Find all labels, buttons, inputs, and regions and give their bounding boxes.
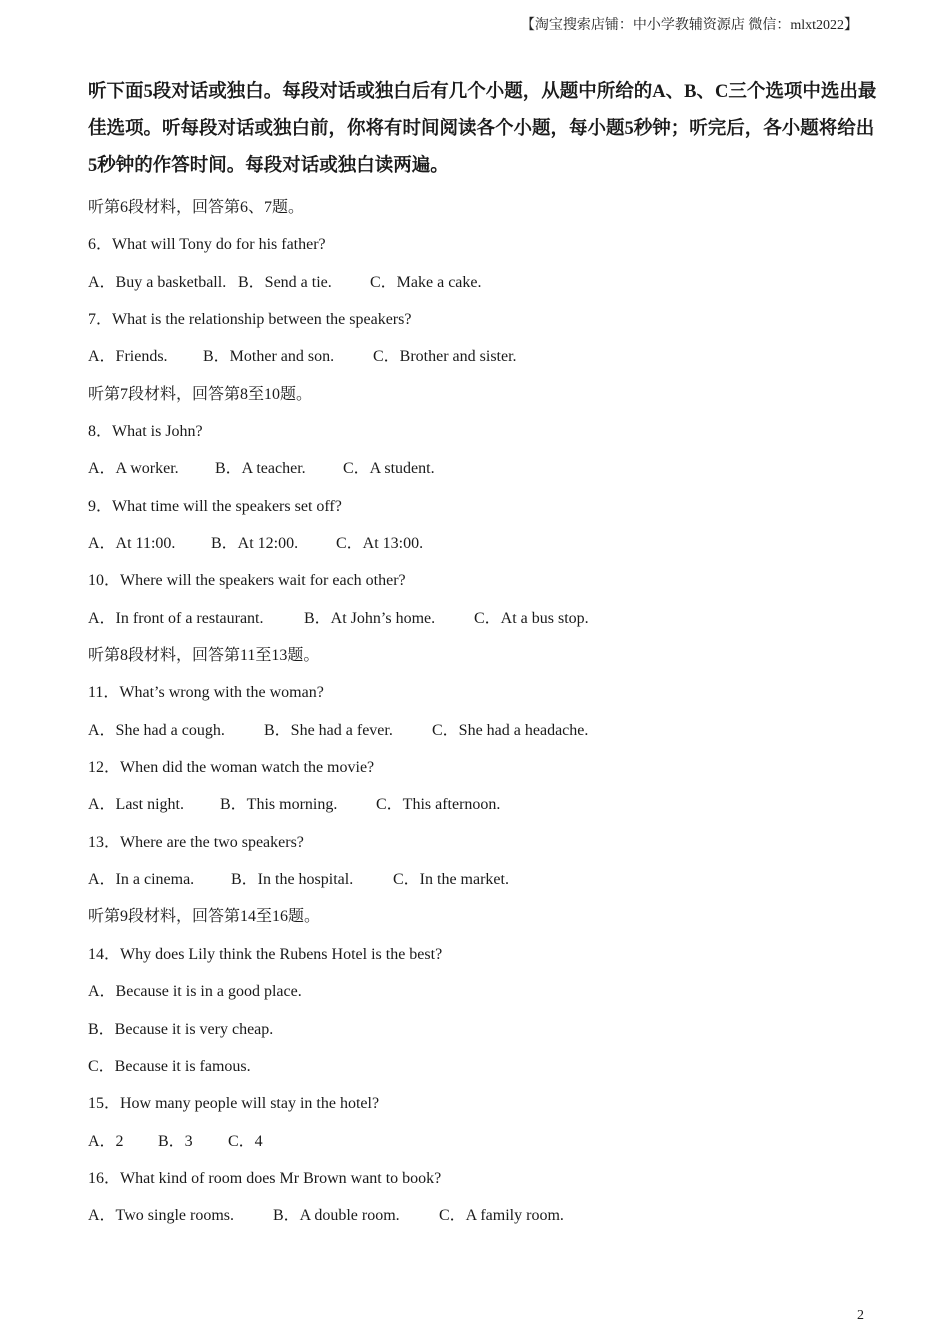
option-c: C．At a bus stop. — [474, 610, 589, 627]
page-header: 【淘宝搜索店铺：中小学教辅资源店 微信：mlxt2022】 — [520, 18, 858, 33]
question-text: 6．What will Tony do for his father? — [88, 236, 326, 253]
options-row — [88, 343, 517, 366]
option-b: B．She had a fever. — [264, 722, 393, 739]
options-row — [88, 866, 509, 889]
options-row — [88, 605, 589, 628]
section-title: 听第9段材料，回答第14至16题。 — [88, 908, 321, 925]
option-b: B．Mother and son. — [203, 348, 335, 365]
option-c: C．This afternoon. — [376, 796, 501, 813]
question-text: 14．Why does Lily think the Rubens Hotel is the best? — [88, 946, 443, 963]
option-a: A．Buy a basketball. — [88, 274, 227, 291]
page-number: 2 — [857, 1308, 864, 1323]
option-c: C．At 13:00. — [336, 535, 424, 552]
options-row — [88, 530, 423, 553]
question-text: 8．What is John? — [88, 423, 203, 440]
option-a: A．Friends. — [88, 348, 168, 365]
option-c: C．Because it is famous. — [88, 1058, 251, 1075]
section-title: 听第8段材料，回答第11至13题。 — [88, 647, 320, 664]
options-row — [88, 791, 500, 814]
options-row — [88, 269, 482, 292]
option-a: A．In a cinema. — [88, 871, 195, 888]
option-a: A．At 11:00. — [88, 535, 176, 552]
option-c: C．4 — [228, 1133, 263, 1150]
option-b: B．This morning. — [220, 796, 338, 813]
question-text: 12．When did the woman watch the movie? — [88, 759, 375, 776]
question-text: 9．What time will the speakers set off? — [88, 498, 342, 515]
question-text: 16．What kind of room does Mr Brown want to book? — [88, 1170, 442, 1187]
section-title: 听第7段材料，回答第8至10题。 — [88, 386, 313, 403]
options-row — [88, 1128, 263, 1151]
option-b: B．A double room. — [273, 1207, 400, 1224]
question-text: 13．Where are the two speakers? — [88, 834, 304, 851]
option-a: A．2 — [88, 1133, 124, 1150]
option-a: A．She had a cough. — [88, 722, 225, 739]
option-b: B．3 — [158, 1133, 193, 1150]
option-a: A．A worker. — [88, 460, 179, 477]
option-b: B．A teacher. — [215, 460, 306, 477]
option-b: B．In the hospital. — [231, 871, 354, 888]
option-a: A．Because it is in a good place. — [88, 983, 302, 1000]
option-a: A．In front of a restaurant. — [88, 610, 264, 627]
option-c: C．A student. — [343, 460, 435, 477]
question-text: 7．What is the relationship between the speakers? — [88, 311, 412, 328]
question-text: 15．How many people will stay in the hotel? — [88, 1095, 380, 1112]
section-title: 听第6段材料，回答第6、7题。 — [88, 199, 305, 216]
options-row — [88, 1202, 564, 1225]
option-c: C．In the market. — [393, 871, 509, 888]
options-row — [88, 455, 435, 478]
question-text: 11．What’s wrong with the woman? — [88, 684, 324, 701]
option-c: C．She had a headache. — [432, 722, 589, 739]
option-c: C．Brother and sister. — [373, 348, 517, 365]
question-text: 10．Where will the speakers wait for each other? — [88, 572, 406, 589]
option-b: B．At 12:00. — [211, 535, 299, 552]
option-a: A．Two single rooms. — [88, 1207, 234, 1224]
option-c: C．A family room. — [439, 1207, 564, 1224]
option-b: B．At John’s home. — [304, 610, 436, 627]
option-b: B．Because it is very cheap. — [88, 1021, 274, 1038]
section-instructions: 听下面5段对话或独白。每段对话或独白后有几个小题，从题中所给的A、B、C三个选项中选出最佳选项。听每段对话或独白前，你将有时间阅读各个小题，每小题5秒钟；听完后，各小题将给出5秒钟的作答时间。每段对话或独白读两遍。 — [88, 82, 877, 176]
option-c: C．Make a cake. — [370, 274, 482, 291]
option-b: B．Send a tie. — [238, 274, 332, 291]
options-row — [88, 717, 588, 740]
option-a: A．Last night. — [88, 796, 184, 813]
